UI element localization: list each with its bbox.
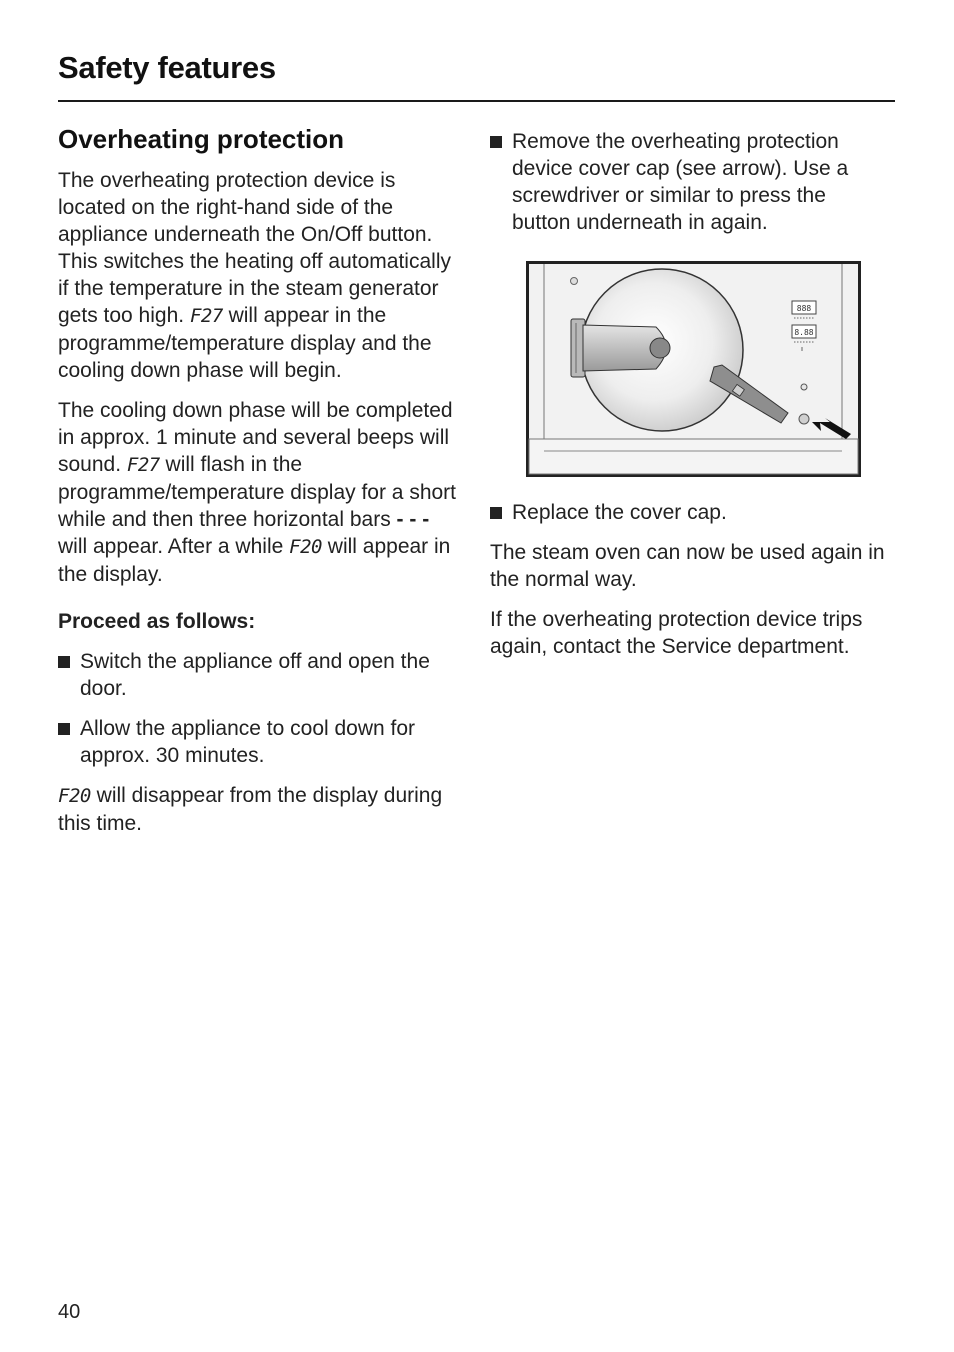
title-divider (58, 100, 895, 102)
list-item-text: Replace the cover cap. (512, 501, 727, 524)
oven-illustration (526, 261, 861, 477)
left-column (58, 124, 458, 850)
intro-text-end: will appear in the programme/temperature display and the cooling down phase will begin. (58, 304, 432, 382)
oven-door-bottom (529, 439, 858, 474)
cooling-text-end: will appear in the display. (58, 535, 451, 586)
proceed-heading: Proceed as follows: (58, 610, 256, 633)
page-title: Safety features (58, 50, 276, 85)
error-code-f27: F27 (189, 305, 223, 327)
right-column (490, 128, 890, 673)
service-paragraph: If the overheating protection device trips again, contact the Service department. (490, 608, 863, 658)
error-code-f20: F20 (289, 536, 322, 558)
on-off-button-icon (801, 384, 807, 390)
bullet-square-icon (490, 507, 502, 519)
error-code-f27: F27 (126, 454, 160, 476)
bullet-square-icon (490, 136, 502, 148)
list-item (490, 128, 890, 236)
list-item-text: Allow the appliance to cool down for approx. 30 minutes. (80, 717, 416, 767)
normal-use-paragraph: The steam oven can now be used again in the normal way. (490, 541, 885, 591)
horizontal-bars: - - - (396, 508, 430, 531)
list-item-text: Switch the appliance off and open the door. (80, 650, 430, 700)
cooling-text: The cooling down phase will be completed in approx. 1 minute and several beeps will sound. (58, 399, 453, 476)
intro-paragraph (58, 167, 458, 384)
bullet-square-icon (58, 723, 70, 735)
cooling-paragraph (58, 397, 458, 588)
section-title: Overheating protection (58, 124, 345, 154)
list-item (58, 715, 458, 769)
list-item (58, 648, 458, 702)
bullet-square-icon (58, 656, 70, 668)
cooling-text-mid2: will appear. After a while (58, 535, 290, 558)
display-bottom-value: 8.88 (794, 328, 814, 337)
intro-text: The overheating protection device is located on the right-hand side of the appliance underneath the On/Off button. This switches the heating off automatically if the temperature in the steam generator gets too high. (58, 169, 451, 327)
disappear-text: will disappear from the display during this time. (58, 784, 443, 835)
error-code-f20: F20 (58, 785, 91, 807)
disappear-paragraph (58, 782, 458, 837)
display-top-value: 888 (796, 304, 812, 313)
list-item-text: Remove the overheating protection device cover cap (see arrow). Use a screwdriver or similar to press the button underneath in again. (512, 130, 849, 234)
cooling-text-mid: will flash in the programme/temperature display for a short while and then three horizontal bars (58, 453, 457, 531)
list-item (490, 499, 890, 526)
page-number: 40 (58, 1301, 81, 1323)
overheating-cover-cap-icon (799, 414, 809, 424)
